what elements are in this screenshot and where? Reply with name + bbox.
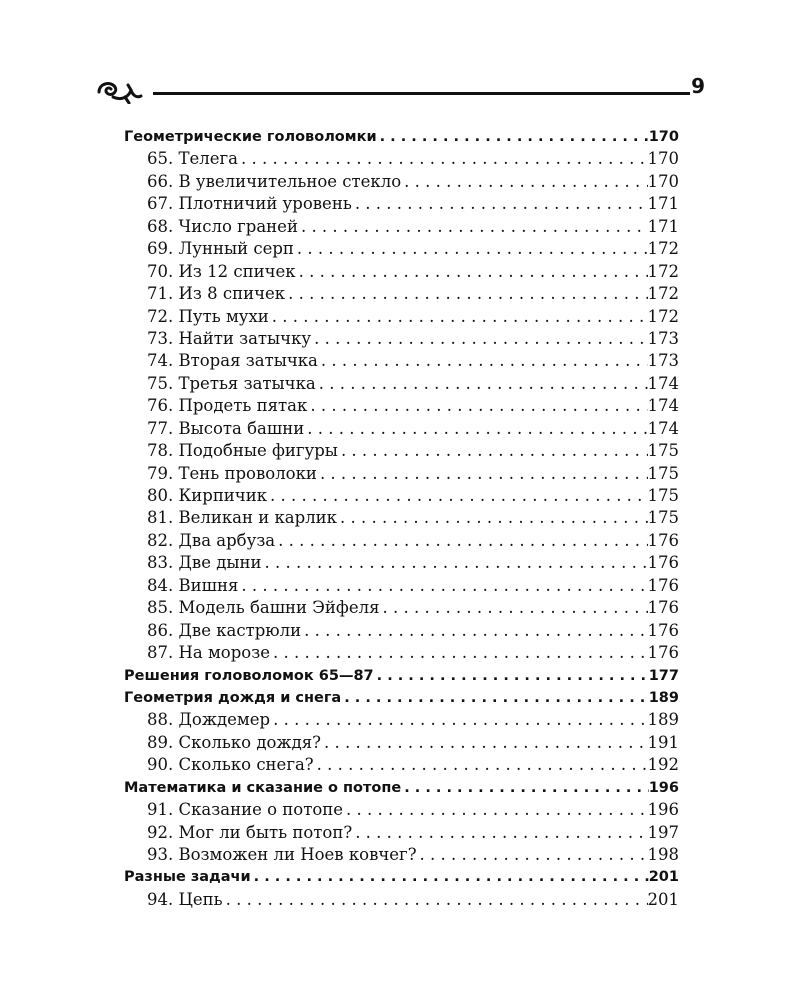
dot-leader [343,799,647,821]
dot-leader [318,350,648,372]
toc-page-number: 201 [647,889,679,909]
toc-entry [124,193,679,215]
toc-entry [124,463,679,485]
dot-leader [321,732,648,754]
toc-title: 66. В увеличительное стекло [147,171,402,191]
dot-leader [294,238,648,260]
dot-leader [352,193,648,215]
toc-title: 89. Сколько дождя? [147,732,321,752]
toc-entry [124,822,679,844]
page-number: 9 [691,74,705,98]
dot-leader [337,507,648,529]
dot-leader [238,575,647,597]
toc-page-number: 171 [647,194,679,214]
toc-page-number: 171 [647,216,679,236]
dot-leader [304,418,647,440]
toc-title: 80. Кирпичик [147,486,268,505]
toc-title: 91. Сказание о потопе [147,800,344,820]
toc-entry [124,350,679,372]
toc-title: 77. Высота башни [147,418,305,438]
toc-page-number: 173 [647,351,679,371]
toc-page-number: 191 [647,732,679,752]
toc-title: Разные задачи [124,869,251,886]
dot-leader [251,866,649,888]
toc-title: 81. Великан и карлик [147,508,337,528]
toc-title: 73. Найти затычку [147,328,312,348]
toc-title: 88. Дождемер [147,710,271,730]
dot-leader [352,822,647,844]
dot-leader [341,687,649,709]
toc-title: 90. Сколько снега? [147,755,314,775]
dot-leader [377,126,649,148]
toc-title: 79. Тень проволоки [147,463,317,483]
toc-page-number: 176 [647,553,679,573]
toc-entry [124,328,679,350]
toc-page-number: 174 [647,418,679,438]
toc-entry [124,418,679,440]
toc-page-number: 176 [647,575,679,595]
dot-leader [270,642,648,664]
toc-entry [124,283,679,305]
toc-title: 65. Телега [147,149,238,169]
toc-page-number: 172 [647,306,679,326]
toc-entry [124,440,679,462]
decorative-scroll-icon [95,78,143,104]
toc-title: 92. Мог ли быть потоп? [147,822,353,842]
toc-entry [124,844,679,866]
toc-page-number: 176 [647,643,679,663]
toc-title: 83. Две дыни [147,553,262,573]
toc-title: 70. Из 12 спичек [147,261,296,281]
toc-entry [124,597,679,619]
toc-title: 93. Возможен ли Ноев ковчег? [147,845,417,864]
toc-page-number: 177 [648,667,679,684]
toc-section [124,687,679,709]
dot-leader [262,552,648,574]
toc-page-number: 189 [647,710,679,730]
dot-leader [296,261,648,283]
toc-page-number: 174 [647,373,679,393]
dot-leader [314,754,648,776]
toc-title: 76. Продеть пятак [147,396,308,416]
toc-page-number: 175 [647,441,679,461]
dot-leader [269,306,648,328]
dot-leader [338,440,648,462]
toc-entry [124,238,679,260]
dot-leader [380,597,648,619]
toc-page-number: 198 [647,845,679,864]
toc-title: Геометрия дождя и снега [124,689,342,706]
dot-leader [301,620,647,642]
toc-entry [124,485,679,507]
toc-entry [124,889,679,911]
toc-section [124,866,679,888]
toc-entry [124,575,679,597]
toc-entry [124,261,679,283]
toc-page-number: 173 [647,328,679,348]
dot-leader [267,485,647,507]
toc-entry [124,709,679,731]
toc-title: 87. На морозе [147,643,270,663]
dot-leader [298,216,648,238]
toc-page-number: 170 [648,129,679,145]
toc-title: 74. Вторая затычка [147,351,318,371]
toc-title: 86. Две кастрюли [147,620,302,640]
page-header [95,72,715,108]
toc-entry [124,620,679,642]
dot-leader [307,395,647,417]
toc-title: Решения головоломок 65—87 [124,667,374,684]
toc-title: Математика и сказание о потопе [124,779,402,796]
dot-leader [316,373,648,395]
dot-leader [275,530,647,552]
toc-entry [124,642,679,664]
toc-entry [124,507,679,529]
toc-title: 72. Путь мухи [147,306,269,326]
dot-leader [317,463,648,485]
dot-leader [401,171,647,193]
toc-entry [124,395,679,417]
toc-title: 71. Из 8 спичек [147,284,286,304]
dot-leader [374,665,649,687]
toc-entry [124,552,679,574]
toc-title: 84. Вишня [147,575,239,595]
toc-section [124,665,679,687]
dot-leader [285,283,647,305]
toc-entry [124,530,679,552]
toc-page-number: 175 [647,463,679,483]
header-rule [153,92,690,95]
dot-leader [417,844,648,866]
toc-page-number: 189 [648,689,679,706]
toc-title: 78. Подобные фигуры [147,441,338,461]
dot-leader [401,777,648,799]
toc-page-number: 176 [647,598,679,618]
toc-title: 82. Два арбуза [147,530,276,550]
toc-title: 85. Модель башни Эйфеля [147,598,380,618]
toc-title: Геометрические головоломки [124,129,377,145]
toc-entry [124,754,679,776]
dot-leader [223,889,648,911]
toc-page-number: 175 [647,486,679,505]
toc-page-number: 172 [647,284,679,304]
toc-page-number: 170 [647,149,679,169]
toc-page-number: 175 [647,508,679,528]
toc-page-number: 172 [647,261,679,281]
toc-page-number: 192 [647,755,679,775]
toc-entry [124,306,679,328]
toc-page-number: 176 [647,620,679,640]
toc-page-number: 176 [647,530,679,550]
toc-title: 68. Число граней [147,216,298,236]
dot-leader [270,709,647,731]
toc-entry [124,148,679,170]
toc-page-number: 201 [648,869,679,886]
toc-page-number: 170 [647,171,679,191]
toc-page-number: 174 [647,396,679,416]
toc-title: 69. Лунный серп [147,239,294,259]
dot-leader [311,328,647,350]
toc-entry [124,799,679,821]
toc-title: 75. Третья затычка [147,373,316,393]
toc-entry [124,171,679,193]
toc-title: 94. Цепь [147,889,223,909]
toc-section [124,777,679,799]
toc-page-number: 172 [647,239,679,259]
dot-leader [238,148,648,170]
toc-entry [124,216,679,238]
toc-page-number: 196 [647,800,679,820]
toc-title: 67. Плотничий уровень [147,194,352,214]
toc-page-number: 197 [647,822,679,842]
table-of-contents [124,126,679,911]
toc-entry [124,373,679,395]
toc-entry [124,732,679,754]
toc-page-number: 196 [648,779,679,796]
toc-section [124,126,679,148]
